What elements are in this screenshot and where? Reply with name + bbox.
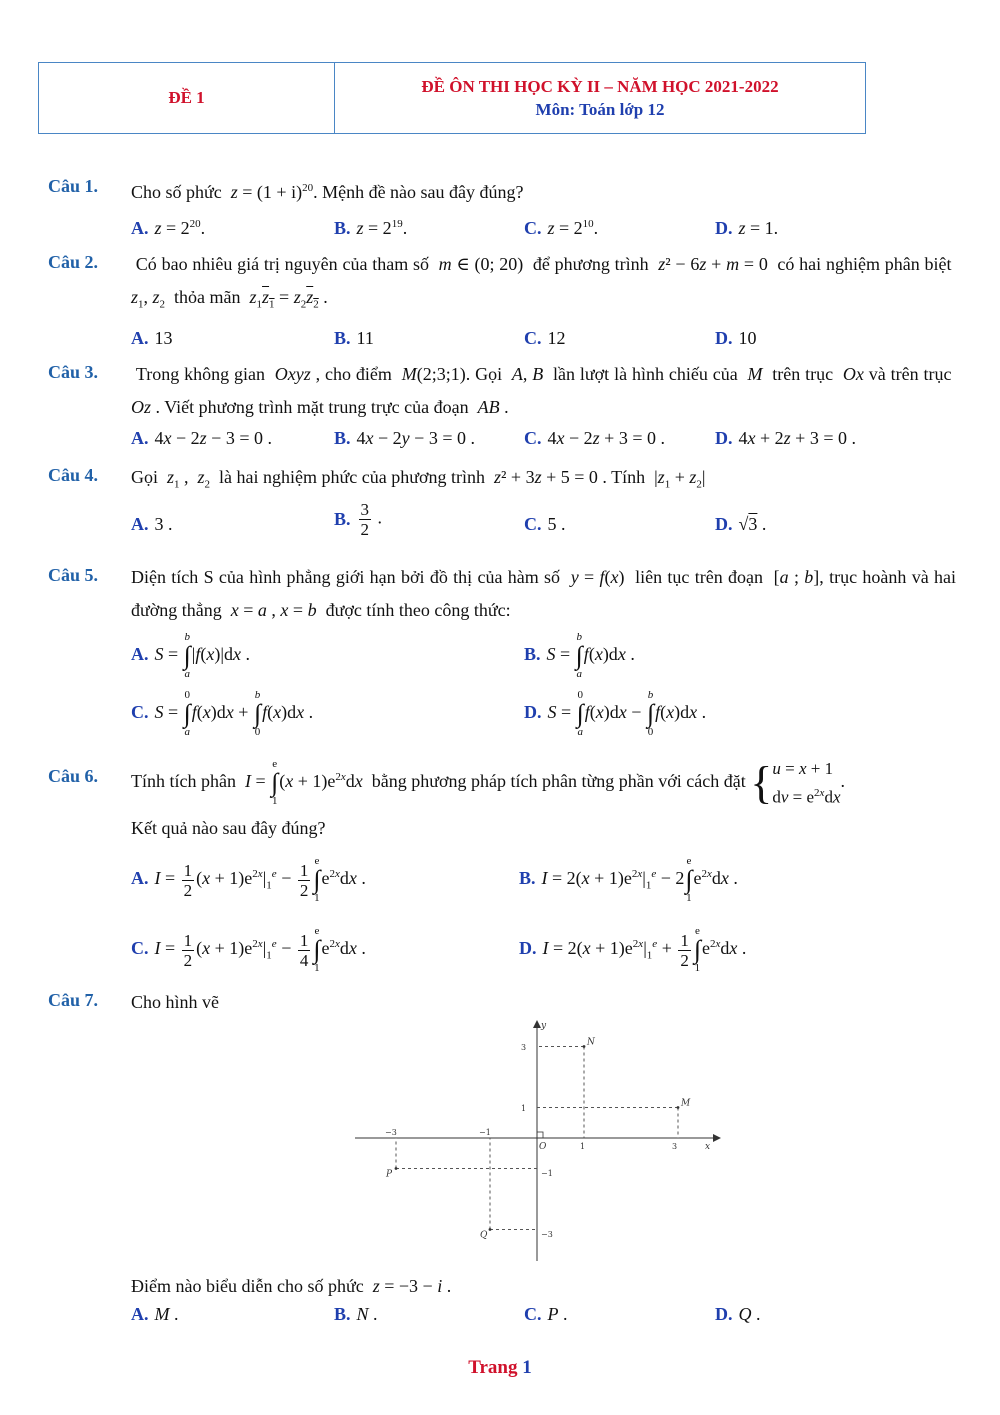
option-4d[interactable]: D. √3 . [715,514,767,534]
option-7a[interactable]: A. M . [131,1304,179,1324]
exam-header [38,62,866,134]
option-5a[interactable]: A. S = b ∫ a |f(x)|dx . [131,631,251,680]
option-2d[interactable]: D. 10 [715,328,757,348]
option-6c[interactable]: C. I = $\frac{1}{2}$ $(x + 1)e^{2x}|_1^e$ − $\frac{1}{4}$ e ∫ 1 $e^{2x}dx$ . [131,925,366,974]
option-1d[interactable]: D. z = 1. [715,218,779,238]
question-label: Câu 2. [48,252,99,272]
option-5c[interactable]: C. S = 0 ∫ a f(x)dx + b ∫ 0 f(x)dx . [131,689,314,738]
point-m [677,1106,680,1109]
option-1c[interactable]: C. $z = 2^{10}$. [524,218,599,238]
option-6d[interactable]: D. $I = 2(x + 1)e^{2x}|_1^e$ + $\frac{1}{2}$ e ∫ 1 $e^{2x}dx$ . [519,925,747,974]
option-1b[interactable]: B. $z = 2^{19}$. [334,218,408,238]
option-7d[interactable]: D. Q . [715,1304,761,1324]
option-2b[interactable]: B. 11 [334,328,374,348]
option-3d[interactable]: D. 4x + 2z + 3 = 0 . [715,428,856,448]
footer-word: Trang [468,1357,518,1378]
origin-label: O [539,1142,547,1152]
axis-y-label: y [541,1021,547,1031]
tick-y-neg3: −3 [541,1230,553,1239]
point-label-n: N [587,1037,595,1048]
tick-y-1: 1 [521,1104,527,1113]
option-6b[interactable]: B. $I = 2(x + 1)e^{2x}|_1^e - 2$ e ∫ 1 $e^{2x}dx$ . [519,855,738,904]
point-label-q: Q [480,1230,488,1241]
option-7c[interactable]: C. P . [524,1304,568,1324]
option-7b[interactable]: B. N . [334,1304,378,1324]
tick-y-3: 3 [521,1043,527,1052]
tick-x-3: 3 [672,1142,678,1151]
page-footer [0,1357,1000,1379]
option-3b[interactable]: B. 4x − 2y − 3 = 0 . [334,428,475,448]
option-6a[interactable]: A. I = $\frac{1}{2}$ $(x + 1)e^{2x}|_1^e$ − $\frac{1}{2}$ e ∫ 1 $e^{2x}dx$ . [131,855,366,904]
coordinate-figure [355,1018,725,1263]
tick-x-1: 1 [580,1142,586,1151]
question-label: Câu 3. [48,362,99,382]
axis-x-label: x [705,1142,711,1152]
question-label: Câu 1. [48,176,99,196]
footer-page-number: 1 [522,1357,532,1378]
point-label-m: M [681,1098,691,1109]
tick-y-neg1: −1 [541,1169,553,1178]
option-3c[interactable]: C. 4x − 2z + 3 = 0 . [524,428,665,448]
option-5d[interactable]: D. S = 0 ∫ a f(x)dx − b ∫ 0 f(x)dx . [524,689,707,738]
point-label-p: P [386,1169,393,1180]
point-p [395,1167,398,1170]
question-label: Câu 7. [48,990,99,1010]
option-4b[interactable]: B. $\frac{3}{2}$ . [334,500,383,539]
question-label: Câu 5. [48,565,99,585]
exam-subject: Môn: Toán lớp 12 [535,100,665,119]
option-2c[interactable]: C. 12 [524,328,566,348]
option-4c[interactable]: C. 5 . [524,514,566,534]
exam-code: ĐỀ 1 [39,63,335,133]
option-5b[interactable]: B. S = b ∫ a f(x)dx . [524,631,635,680]
point-q [489,1228,492,1231]
option-1a[interactable]: A. $z = 2^{20}$. [131,218,206,238]
question-7-text: Cho hình vẽ [131,992,219,1012]
option-2a[interactable]: A. 13 [131,328,173,348]
tick-x-neg1: −1 [479,1128,491,1137]
tick-x-neg3: −3 [385,1128,397,1137]
option-3a[interactable]: A. 4x − 2z − 3 = 0 . [131,428,272,448]
question-label: Câu 6. [48,766,99,786]
exam-title: ĐỀ ÔN THI HỌC KỲ II – NĂM HỌC 2021-2022 [421,77,779,96]
question-label: Câu 4. [48,465,99,485]
point-n [583,1045,586,1048]
option-4a[interactable]: A. 3 . [131,514,173,534]
